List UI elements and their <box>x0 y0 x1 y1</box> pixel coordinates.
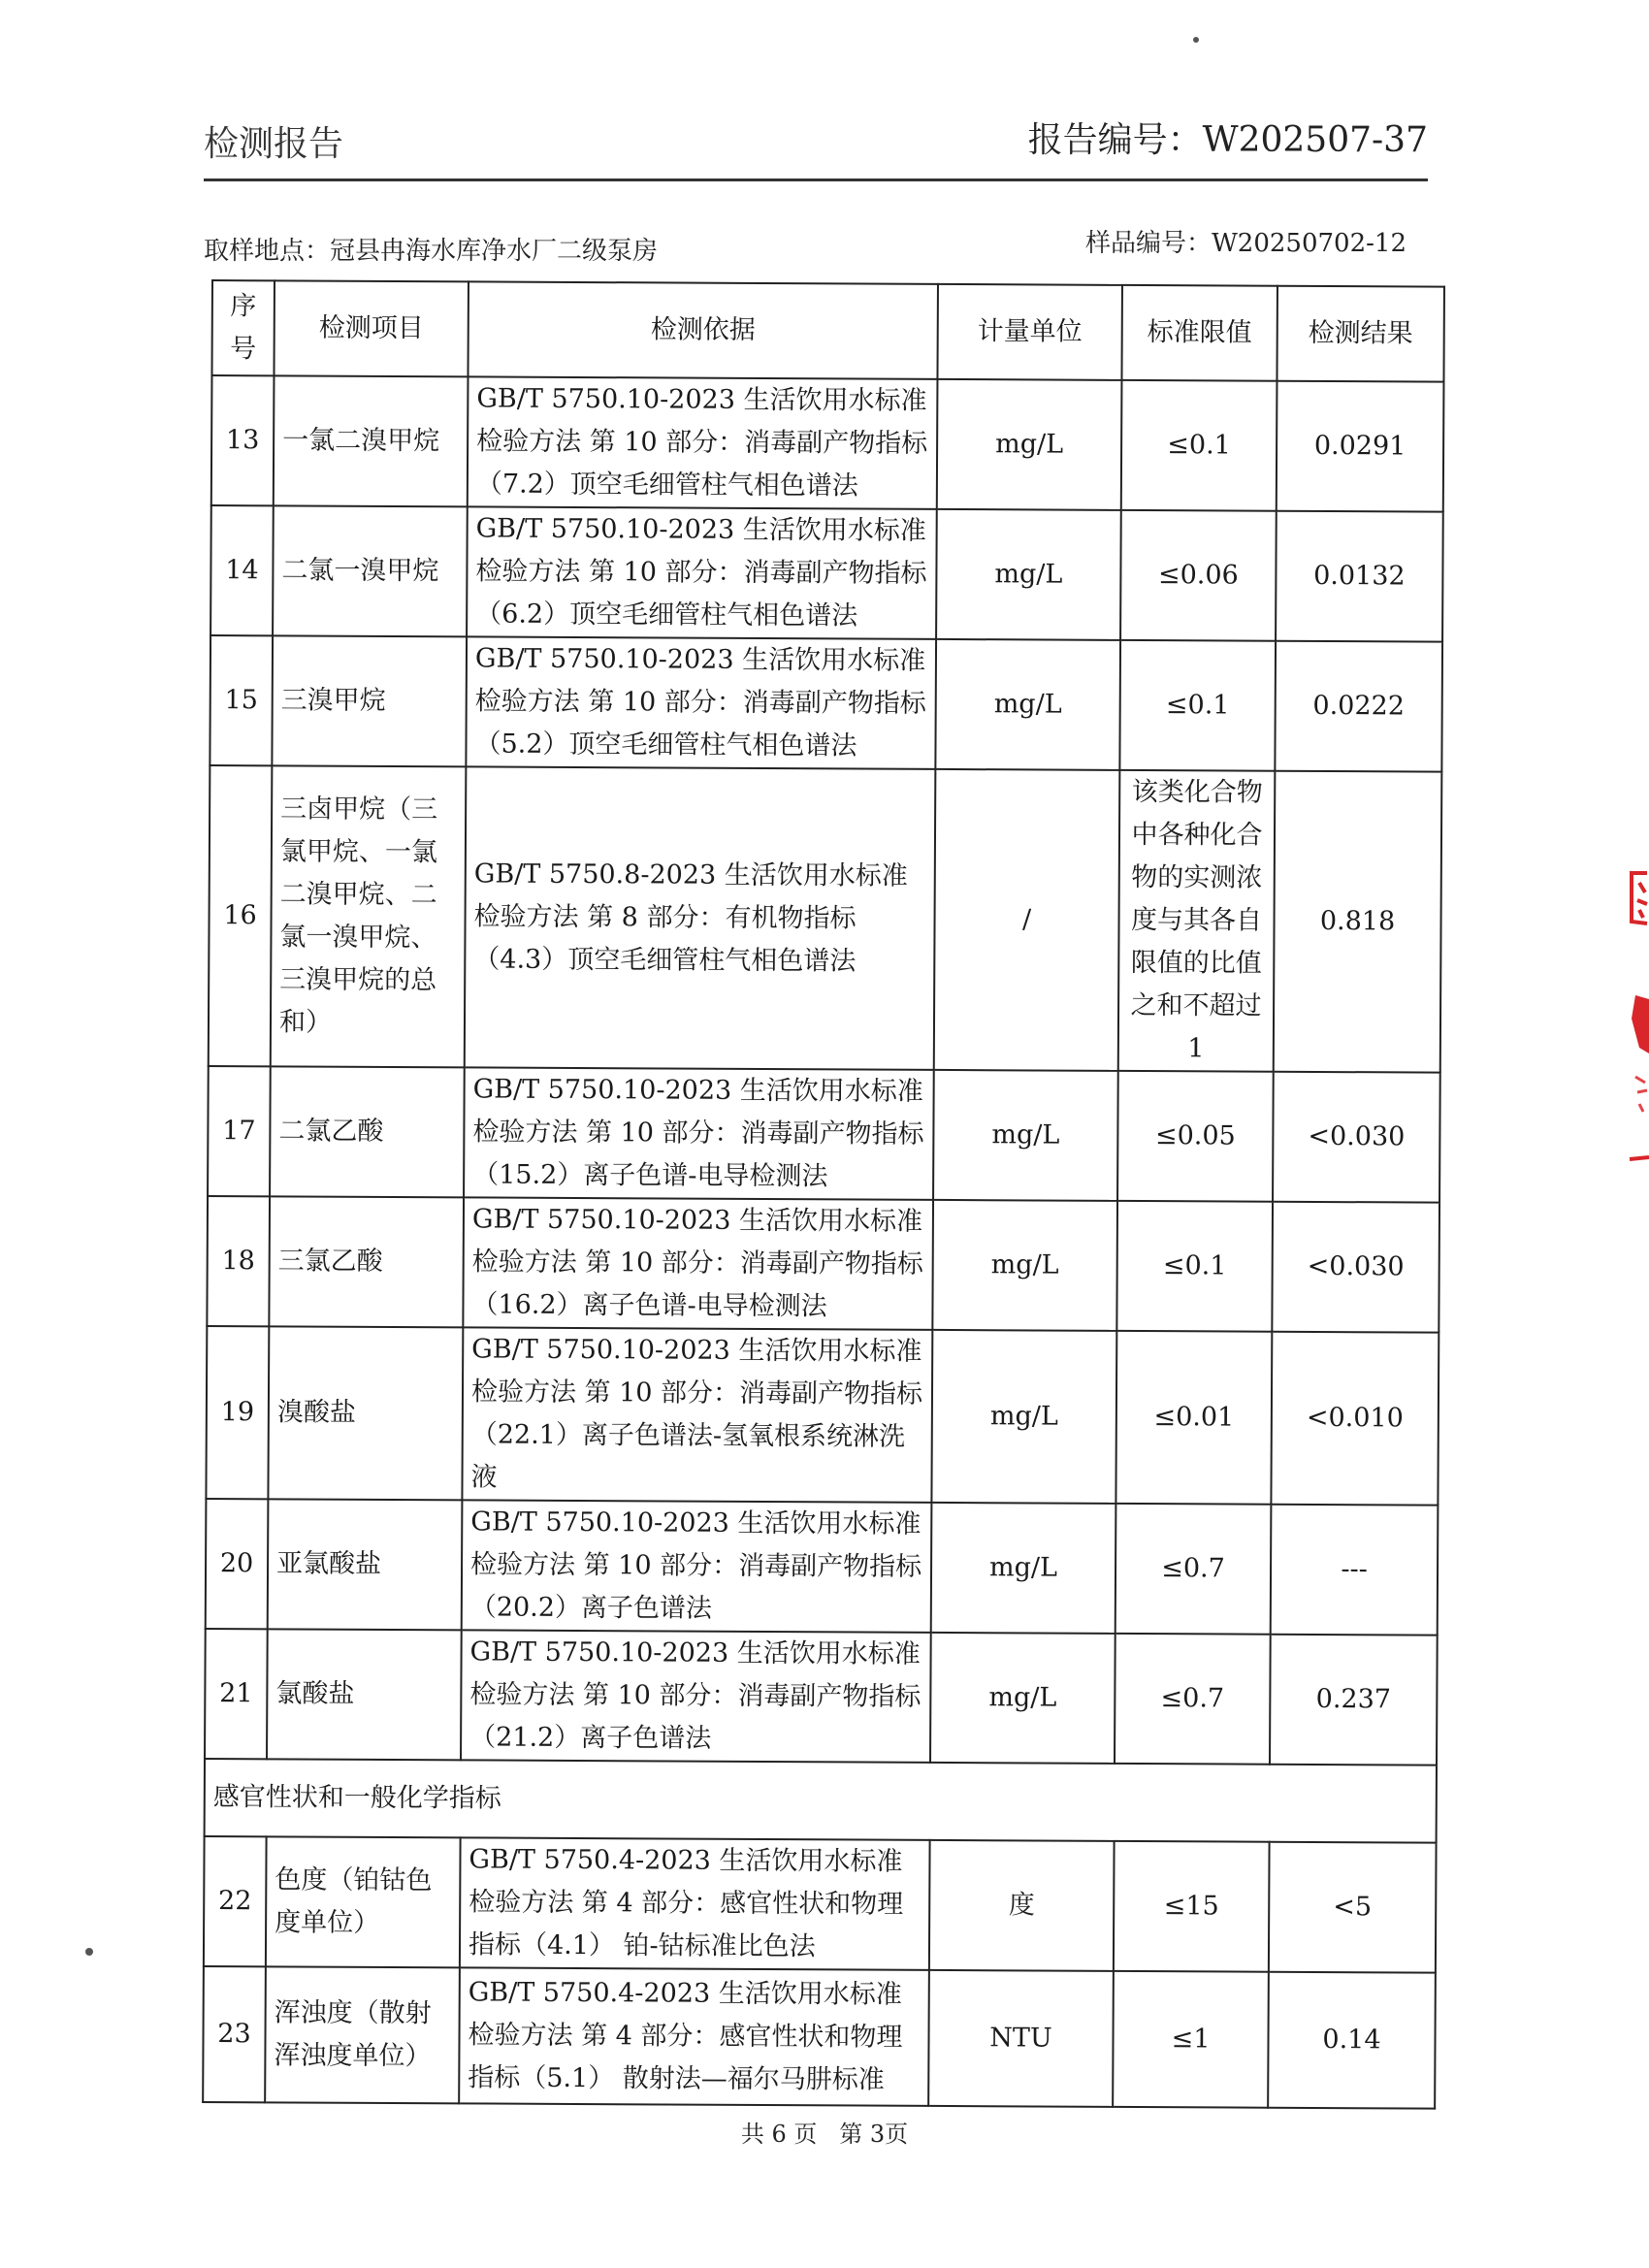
row-limit: 该类化合物中各种化合物的实测浓度与其各自限值的比值之和不超过1 <box>1118 770 1276 1072</box>
sampling-location-label: 取样地点： <box>204 237 331 266</box>
row-item: 浑浊度（散射浑浊度单位） <box>265 1966 460 2103</box>
seal-stamp-fragment <box>1610 854 1649 1174</box>
header-no: 序号 <box>211 280 275 375</box>
report-number-label: 报告编号： <box>1027 120 1203 160</box>
header-result: 检测结果 <box>1277 286 1444 382</box>
row-limit: ≤1 <box>1113 1971 1269 2108</box>
row-item: 二氯乙酸 <box>270 1066 465 1197</box>
row-method: GB/T 5750.4-2023 生活饮用水标准检验方法 第 4 部分：感官性状和物理指标（5.1） 散射法—福尔马肼标准 <box>459 1967 929 2106</box>
row-result: <0.010 <box>1271 1332 1439 1506</box>
row-item: 三溴甲烷 <box>272 635 467 766</box>
row-unit: mg/L <box>930 1633 1116 1764</box>
row-no: 19 <box>206 1326 269 1499</box>
header-limit: 标准限值 <box>1121 285 1277 381</box>
row-result: 0.0222 <box>1275 641 1442 772</box>
row-unit: mg/L <box>935 639 1120 770</box>
header-item: 检测项目 <box>274 280 469 376</box>
table-row <box>208 1066 1440 1203</box>
row-no: 15 <box>210 635 273 765</box>
sampling-location <box>204 231 658 267</box>
row-limit: ≤0.7 <box>1116 1504 1272 1635</box>
header-unit: 计量单位 <box>937 284 1122 380</box>
row-limit: ≤0.06 <box>1120 510 1277 641</box>
section-row <box>205 1759 1437 1843</box>
row-method: GB/T 5750.8-2023 生活饮用水标准检验方法 第 8 部分：有机物指标（4.3）顶空毛细管柱气相色谱法 <box>465 766 936 1070</box>
section-title: 感官性状和一般化学指标 <box>205 1759 1437 1843</box>
row-no: 13 <box>211 375 275 505</box>
row-no: 16 <box>209 765 273 1066</box>
table-row <box>203 1966 1436 2109</box>
row-method: GB/T 5750.10-2023 生活饮用水标准检验方法 第 10 部分：消毒副产物指标（16.2）离子色谱-电导检测法 <box>463 1197 933 1330</box>
row-method: GB/T 5750.10-2023 生活饮用水标准检验方法 第 10 部分：消毒副产物指标（5.2）顶空毛细管柱气相色谱法 <box>466 636 936 769</box>
table-row <box>207 1196 1439 1333</box>
scan-speck <box>1193 37 1199 43</box>
row-item: 一氯二溴甲烷 <box>274 375 469 506</box>
row-method: GB/T 5750.10-2023 生活饮用水标准检验方法 第 10 部分：消毒副产物指标（15.2）离子色谱-电导检测法 <box>464 1067 934 1200</box>
row-result: <0.030 <box>1273 1072 1440 1203</box>
row-unit: NTU <box>928 1970 1114 2107</box>
row-method: GB/T 5750.10-2023 生活饮用水标准检验方法 第 10 部分：消毒副产物指标（22.1）离子色谱法-氢氧根系统淋洗液 <box>462 1327 932 1503</box>
report-number <box>1028 113 1428 162</box>
row-limit: ≤15 <box>1114 1841 1270 1972</box>
row-result: <5 <box>1269 1842 1437 1973</box>
row-no: 21 <box>205 1629 268 1759</box>
row-result: 0.818 <box>1274 771 1442 1073</box>
table-row <box>206 1499 1439 1636</box>
table-row <box>209 765 1442 1073</box>
row-unit: mg/L <box>933 1070 1118 1201</box>
row-no: 18 <box>207 1196 270 1326</box>
row-unit: mg/L <box>936 509 1121 640</box>
sample-number-value: W20250702-12 <box>1212 229 1406 258</box>
row-limit: ≤0.1 <box>1119 640 1276 771</box>
row-limit: ≤0.01 <box>1116 1331 1272 1505</box>
row-item: 三卤甲烷（三氯甲烷、一氯二溴甲烷、二氯一溴甲烷、三溴甲烷的总和） <box>271 765 467 1067</box>
row-no: 23 <box>203 1966 266 2102</box>
row-item: 二氯一溴甲烷 <box>273 505 468 636</box>
row-unit: / <box>934 769 1120 1071</box>
sample-number <box>1085 223 1406 259</box>
row-item: 亚氯酸盐 <box>268 1499 463 1630</box>
row-method: GB/T 5750.4-2023 生活饮用水标准检验方法 第 4 部分：感官性状和物理指标（4.1） 铂-钴标准比色法 <box>460 1837 930 1970</box>
table-row <box>210 635 1442 772</box>
header-method: 检测依据 <box>468 281 938 379</box>
table-row <box>211 375 1444 512</box>
row-result: 0.0132 <box>1276 511 1443 642</box>
row-unit: mg/L <box>937 379 1122 510</box>
row-item: 三氯乙酸 <box>269 1196 464 1327</box>
row-result: 0.0291 <box>1277 381 1444 512</box>
table-row <box>206 1326 1439 1506</box>
page-footer <box>0 2115 1649 2149</box>
row-method: GB/T 5750.10-2023 生活饮用水标准检验方法 第 10 部分：消毒副产物指标（20.2）离子色谱法 <box>462 1500 932 1633</box>
report-number-value: W202507-37 <box>1202 120 1428 160</box>
row-no: 17 <box>208 1066 271 1196</box>
row-unit: mg/L <box>932 1200 1117 1331</box>
row-limit: ≤0.05 <box>1117 1071 1274 1202</box>
total-pages: 共 6 页 <box>740 2121 818 2148</box>
sample-number-label: 样品编号： <box>1085 229 1212 258</box>
row-item: 氯酸盐 <box>267 1629 462 1760</box>
row-result: 0.237 <box>1270 1635 1438 1766</box>
row-result: <0.030 <box>1272 1202 1439 1333</box>
row-result: --- <box>1271 1505 1439 1636</box>
table-row <box>205 1629 1438 1766</box>
table-row <box>204 1836 1437 1973</box>
row-unit: mg/L <box>931 1330 1116 1504</box>
row-limit: ≤0.1 <box>1116 1201 1273 1332</box>
report-title: 检测报告 <box>204 124 344 164</box>
row-no: 22 <box>204 1836 267 1966</box>
results-table <box>202 279 1445 2110</box>
row-limit: ≤0.7 <box>1115 1634 1271 1765</box>
current-page: 第 3页 <box>839 2121 909 2148</box>
row-method: GB/T 5750.10-2023 生活饮用水标准检验方法 第 10 部分：消毒副产物指标（7.2）顶空毛细管柱气相色谱法 <box>468 376 938 509</box>
table-row <box>210 505 1443 642</box>
row-method: GB/T 5750.10-2023 生活饮用水标准检验方法 第 10 部分：消毒副产物指标（21.2）离子色谱法 <box>461 1630 931 1763</box>
scan-speck <box>85 1948 93 1956</box>
sampling-location-value: 冠县冉海水库净水厂二级泵房 <box>330 237 659 266</box>
row-no: 14 <box>210 505 274 635</box>
row-limit: ≤0.1 <box>1121 380 1277 511</box>
header-divider <box>204 178 1428 181</box>
row-result: 0.14 <box>1268 1972 1436 2109</box>
row-no: 20 <box>206 1499 269 1629</box>
row-unit: 度 <box>929 1840 1115 1971</box>
row-item: 色度（铂钴色度单位） <box>266 1836 461 1967</box>
row-method: GB/T 5750.10-2023 生活饮用水标准检验方法 第 10 部分：消毒副产物指标（6.2）顶空毛细管柱气相色谱法 <box>467 506 937 639</box>
table-header-row <box>211 280 1443 382</box>
row-item: 溴酸盐 <box>268 1326 463 1500</box>
row-unit: mg/L <box>931 1503 1116 1634</box>
